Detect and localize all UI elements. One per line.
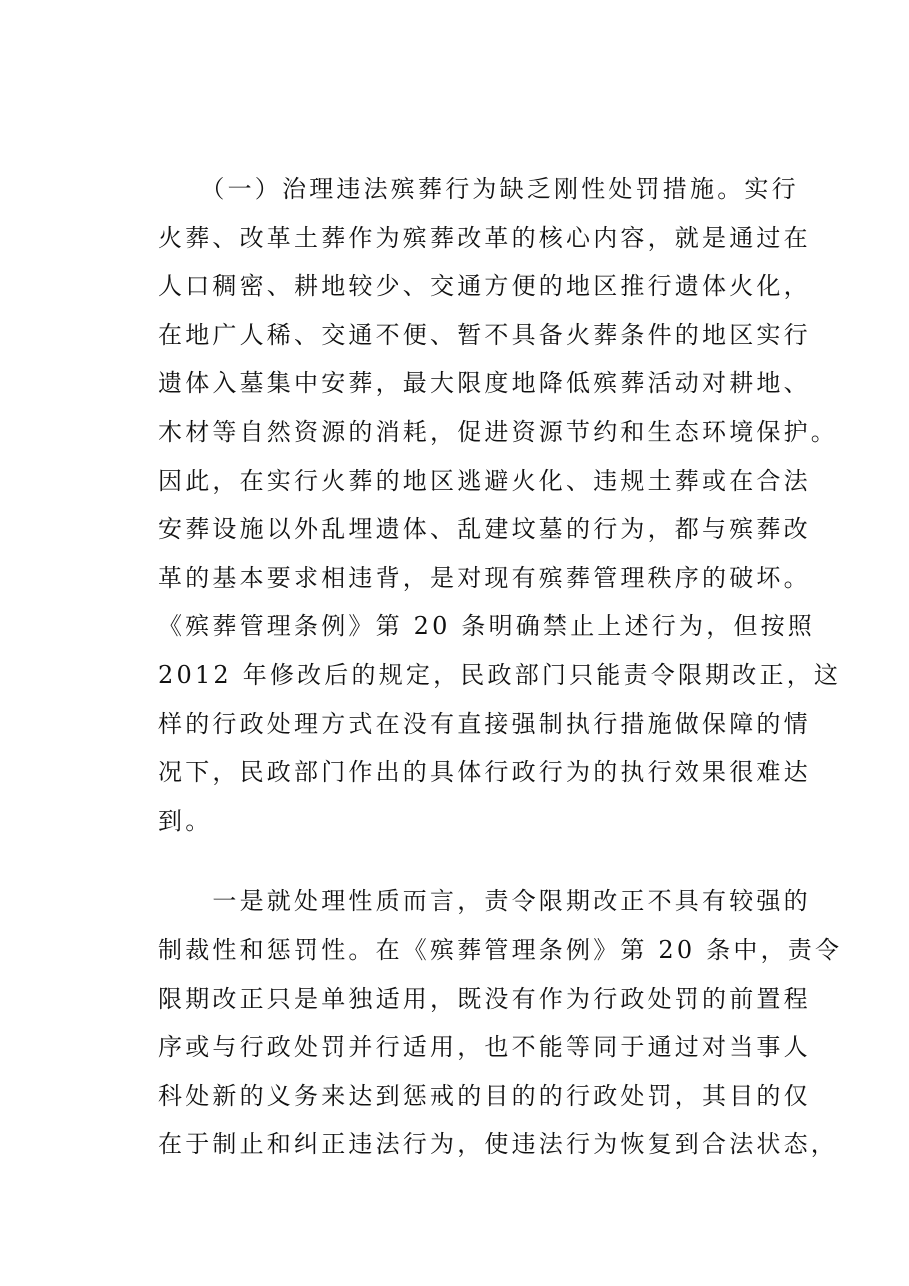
paragraph-1 bbox=[158, 165, 842, 845]
text-line: 因此，在实行火葬的地区逃避火化、违规土葬或在合法 bbox=[158, 466, 811, 495]
text-line: 况下，民政部门作出的具体行政行为的执行效果很难达 bbox=[158, 758, 811, 787]
text-line: 火葬、改革土葬作为殡葬改革的核心内容，就是通过在 bbox=[158, 223, 811, 252]
text-line: 样的行政处理方式在没有直接强制执行措施做保障的情 bbox=[158, 709, 811, 738]
text-line: 《殡葬管理条例》第 20 条明确禁止上述行为，但按照 bbox=[158, 612, 815, 641]
text-line: 序或与行政处罚并行适用，也不能等同于通过对当事人 bbox=[158, 1033, 811, 1062]
text-line: 限期改正只是单独适用，既没有作为行政处罚的前置程 bbox=[158, 984, 811, 1013]
text-line: 到。 bbox=[158, 806, 213, 835]
text-line: 制裁性和惩罚性。在《殡葬管理条例》第 20 条中，责令 bbox=[158, 935, 843, 964]
text-line: 遗体入墓集中安葬，最大限度地降低殡葬活动对耕地、 bbox=[158, 369, 811, 398]
text-line: 革的基本要求相违背，是对现有殡葬管理秩序的破坏。 bbox=[158, 563, 811, 592]
text-line: 安葬设施以外乱埋遗体、乱建坟墓的行为，都与殡葬改 bbox=[158, 515, 811, 544]
paragraph-spacer bbox=[158, 845, 784, 877]
text-line: 在地广人稀、交通不便、暂不具备火葬条件的地区实行 bbox=[158, 320, 811, 349]
text-line: 木材等自然资源的消耗，促进资源节约和生态环境保护。 bbox=[158, 417, 838, 446]
text-line: 在于制止和纠正违法行为，使违法行为恢复到合法状态， bbox=[158, 1130, 838, 1159]
text-line: 2012 年修改后的规定，民政部门只能责令限期改正，这 bbox=[158, 660, 842, 689]
text-line: （一）治理违法殡葬行为缺乏刚性处罚措施。实行 bbox=[158, 175, 799, 203]
text-line: 一是就处理性质而言，责令限期改正不具有较强的 bbox=[158, 887, 811, 916]
text-line: 科处新的义务来达到惩戒的目的的行政处罚，其目的仅 bbox=[158, 1081, 811, 1110]
text-line: 人口稠密、耕地较少、交通方便的地区推行遗体火化， bbox=[158, 272, 811, 301]
paragraph-2 bbox=[158, 877, 843, 1169]
document-body bbox=[158, 165, 843, 1169]
